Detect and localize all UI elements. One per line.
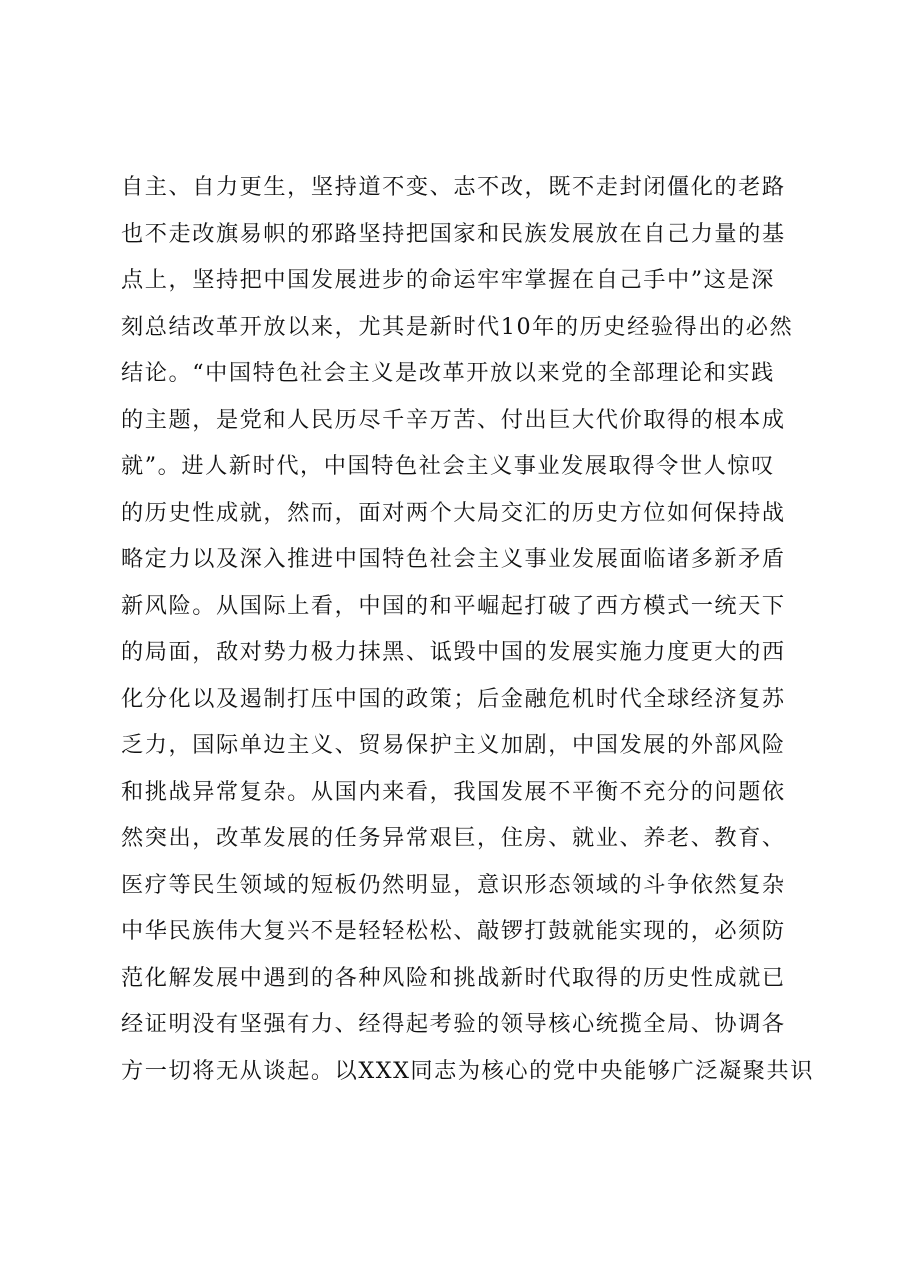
text-line: 的局面，敌对势力极力抹黑、诋毁中国的发展实施力度更大的西: [121, 639, 786, 665]
text-line: 也不走改旗易帜的邪路坚持把国家和民族发展放在自己力量的基: [121, 220, 786, 247]
text-line: 化分化以及遏制打压中国的政策；后金融危机时代全球经济复苏: [121, 685, 786, 712]
text-line: 结论。“中国特色社会主义是改革开放以来党的全部理论和实践: [121, 360, 775, 386]
text-line: 的历史性成就，然而，面对两个大局交汇的历史方位如何保持战: [121, 499, 786, 526]
text-line: 方一切将无从谈起。以XXX同志为核心的党中央能够广泛凝聚共识: [121, 1057, 814, 1084]
text-line: 新风险。从国际上看，中国的和平崛起打破了西方模式一统天下: [121, 592, 786, 619]
text-line: 的主题，是党和人民历尽千辛万苦、付出巨大代价取得的根本成: [121, 406, 786, 433]
text-line: 乏力，国际单边主义、贸易保护主义加剧，中国发展的外部风险: [121, 732, 786, 758]
text-line: 然突出，改革发展的任务异常艰巨，住房、就业、养老、教育、: [121, 825, 786, 851]
text-line: 经证明没有坚强有力、经得起考验的领导核心统揽全局、协调各: [121, 1011, 786, 1037]
text-line: 自主、自力更生，坚持道不变、志不改，既不走封闭僵化的老路: [121, 174, 786, 200]
text-line: 医疗等民生领域的短板仍然明显，意识形态领域的斗争依然复杂: [121, 871, 786, 898]
text-line: 范化解发展中遇到的各种风险和挑战新时代取得的历史性成就已: [121, 964, 786, 991]
body-paragraph: [121, 164, 821, 1094]
text-line: 刻总结改革开放以来，尤其是新时代10年的历史经验得出的必然: [121, 313, 794, 340]
text-line: 中华民族伟大复兴不是轻轻松松、敲锣打鼓就能实现的，必须防: [121, 918, 786, 944]
text-line: 略定力以及深入推进中国特色社会主义事业发展面临诸多新矛盾: [121, 546, 786, 572]
text-line: 就”。进人新时代，中国特色社会主义事业发展取得令世人惊叹: [121, 453, 775, 479]
text-line: 点上，坚持把中国发展进步的命运牢牢掌握在自己手中”这是深: [121, 267, 775, 293]
text-line: 和挑战异常复杂。从国内来看，我国发展不平衡不充分的问题依: [121, 778, 786, 805]
